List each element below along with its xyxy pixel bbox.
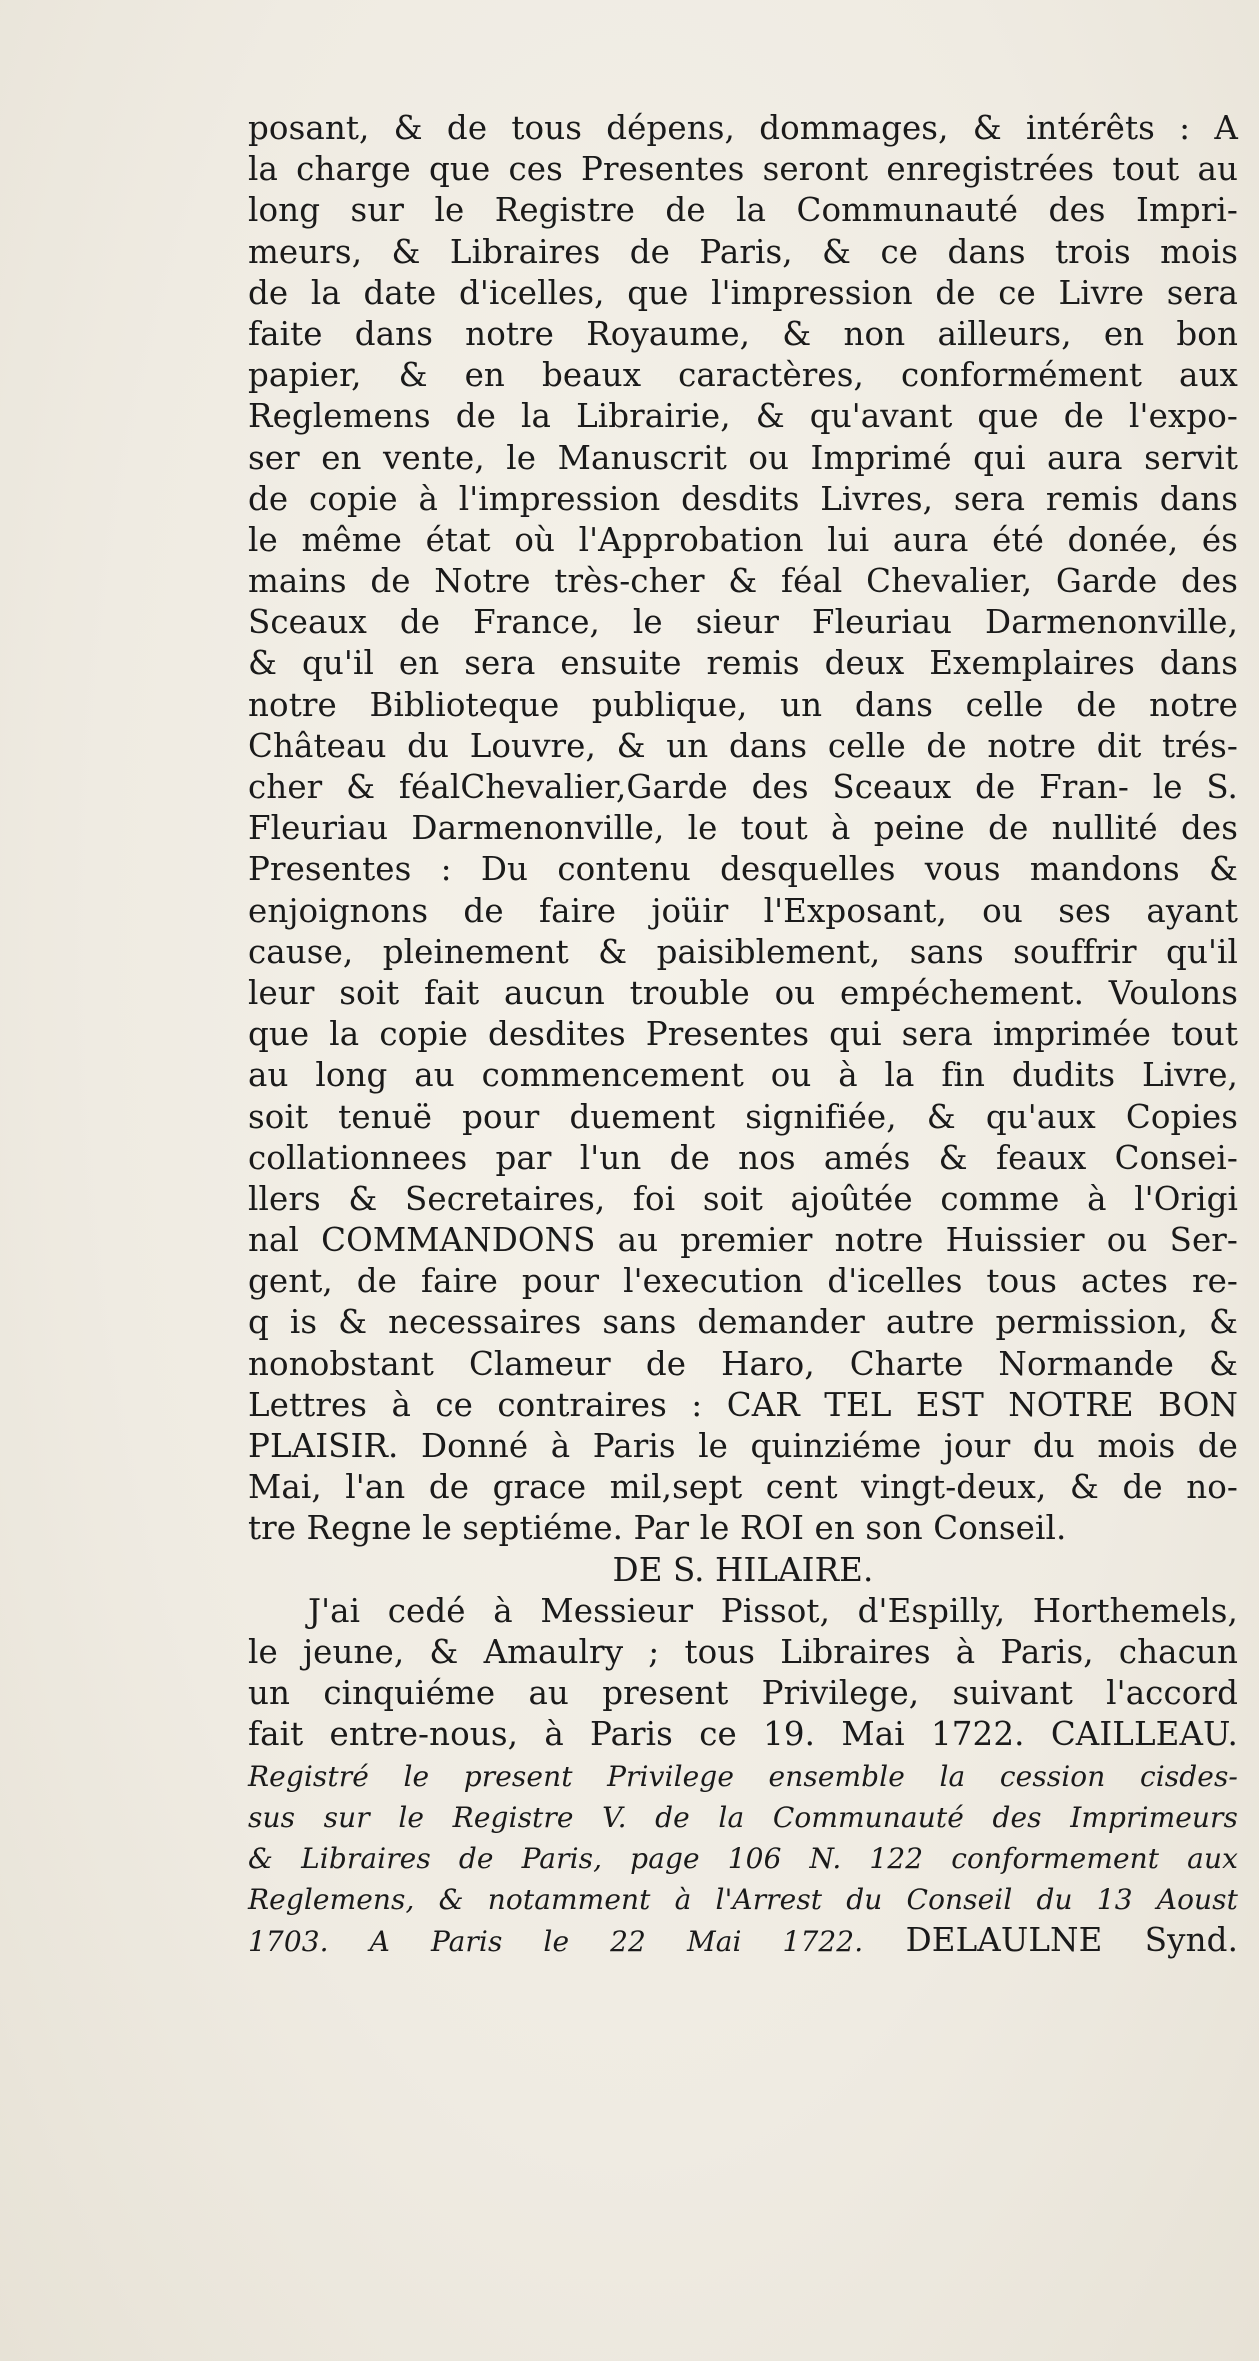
text-line: collationnees par l'un de nos amés & feaux Consei- [248,1138,1238,1177]
text-line: Fleuriau Darmenonville, le tout à peine de nullité des [248,809,1238,848]
text-line: papier, & en beaux caractères, conformément aux [248,356,1238,395]
assignment-line: le jeune, & Amaulry ; tous Libraires à Paris, chacun [248,1632,1238,1671]
text-line: meurs, & Libraires de Paris, & ce dans trois mois [248,232,1238,271]
assignment-line: fait entre-nous, à Paris ce 19. Mai 1722. CAILLEAU. [248,1715,1238,1754]
text-line: gent, de faire pour l'execution d'icelles tous actes re- [248,1262,1238,1301]
text-line: cher & féalChevalier,Garde des Sceaux de Fran- le S. [248,768,1238,806]
privilege-text [248,108,1238,1961]
text-line: Lettres à ce contraires : CAR TEL EST NOTRE BON [248,1385,1238,1424]
text-line: nal COMMANDONS au premier notre Huissier ou Ser- [248,1221,1238,1260]
text-line: la charge que ces Presentes seront enregistrées tout au [248,150,1238,189]
text-line: llers & Secretaires, foi soit ajoûtée comme à l'Origi [248,1179,1238,1218]
text-line: notre Biblioteque publique, un dans celle de notre [248,685,1238,724]
registration-line: Registré le present Privilege ensemble la cession cisdes- [248,1759,1238,1793]
text-line: mains de Notre très-cher & féal Chevalier, Garde des [248,562,1238,601]
registration-line: Reglemens, & notamment à l'Arrest du Conseil du 13 Aoust [248,1883,1238,1917]
registration-line: sus sur le Registre V. de la Communauté des Imprimeurs [248,1800,1238,1834]
final-line-date: 1703. A Paris le 22 Mai 1722. [248,1925,864,1959]
text-line: & qu'il en sera ensuite remis deux Exemplaires dans [248,644,1238,683]
text-line: Reglemens de la Librairie, & qu'avant que de l'expo- [248,397,1238,436]
text-line: de la date d'icelles, que l'impression de ce Livre sera [248,273,1238,312]
text-line: ser en vente, le Manuscrit ou Imprimé qui aura servit [248,438,1238,477]
text-line: enjoignons de faire joüir l'Exposant, ou ses ayant [248,891,1238,930]
final-line [248,1920,1238,1961]
signature-de-s-hilaire: DE S. HILAIRE. [612,1550,874,1589]
text-line: de copie à l'impression desdits Livres, sera remis dans [248,479,1238,518]
text-line: tre Regne le septiéme. Par le ROI en son Conseil. [248,1509,1067,1548]
text-line: que la copie desdites Presentes qui sera imprimée tout [248,1015,1238,1054]
registration-line: & Libraires de Paris, page 106 N. 122 conformement aux [248,1841,1238,1875]
assignment-line: J'ai cedé à Messieur Pissot, d'Espilly, Horthemels, [308,1591,1238,1630]
text-line: Château du Louvre, & un dans celle de notre dit trés- [248,726,1238,765]
syndic-signature: DELAULNE Synd. [905,1921,1238,1960]
text-line: le même état où l'Approbation lui aura été donée, és [248,520,1238,559]
text-line: q is & necessaires sans demander autre permission, & [248,1303,1238,1342]
text-line: long sur le Registre de la Communauté des Impri- [248,191,1238,230]
text-line: PLAISIR. Donné à Paris le quinziéme jour du mois de [248,1427,1238,1465]
text-line: Sceaux de France, le sieur Fleuriau Darmenonville, [248,603,1238,642]
text-line: nonobstant Clameur de Haro, Charte Normande & [248,1344,1238,1383]
text-line: posant, & de tous dépens, dommages, & intérêts : A [248,109,1238,147]
text-line: au long au commencement ou à la fin dudits Livre, [248,1056,1238,1095]
text-line: leur soit fait aucun trouble ou empéchement. Voulons [248,973,1238,1012]
text-line: Presentes : Du contenu desquelles vous mandons & [248,850,1238,889]
text-line: cause, pleinement & paisiblement, sans souffrir qu'il [248,932,1238,971]
text-line: soit tenuë pour duement signifiée, & qu'aux Copies [248,1097,1238,1136]
text-line: faite dans notre Royaume, & non ailleurs, en bon [248,314,1238,353]
assignment-line: un cinquiéme au present Privilege, suivant l'accord [248,1674,1238,1713]
text-line: Mai, l'an de grace mil,sept cent vingt-deux, & de no- [248,1468,1238,1507]
